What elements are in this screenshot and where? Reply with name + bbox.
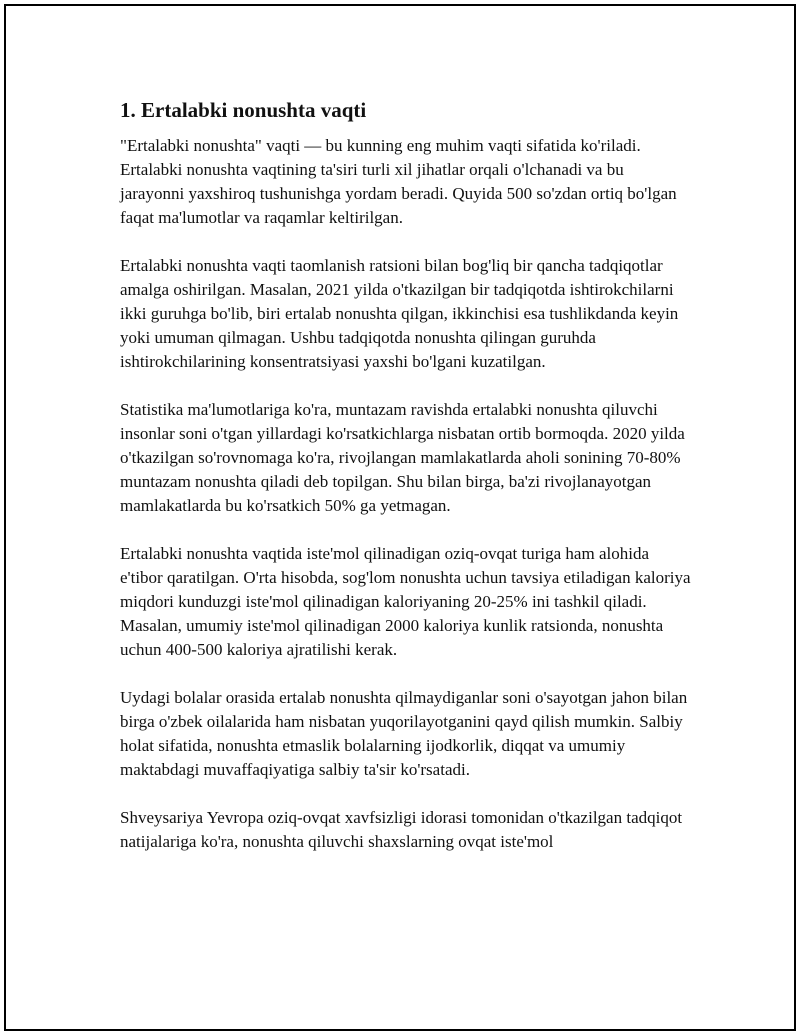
paragraph-3: Statistika ma'lumotlariga ko'ra, muntazam ravishda ertalabki nonushta qiluvchi insonlar soni o'tgan yillardagi ko'rsatkichlarga nisbatan ortib bormoqda. 2020 yilda o'tkazilgan so'rovnomaga ko'ra, rivojlangan mamlakatlarda aholi sonining 70-80% muntazam nonushta qiladi deb topilgan. Shu bilan birga, ba'zi rivojlanayotgan mamlakatlarda bu ko'rsatkich 50% ga yetmagan. bbox=[120, 400, 685, 515]
paragraph-5: Uydagi bolalar orasida ertalab nonushta qilmaydiganlar soni o'sayotgan jahon bilan birga o'zbek oilalarida ham nisbatan yuqorilayotganini qayd qilish mumkin. Salbiy holat sifatida, nonushta etmaslik bolalarning ijodkorlik, diqqat va umumiy maktabdagi muvaffaqiyatiga salbiy ta'sir ko'rsatadi. bbox=[120, 688, 688, 779]
section-heading: 1. Ertalabki nonushta vaqti bbox=[120, 98, 367, 122]
document-body bbox=[120, 96, 692, 878]
document-page bbox=[4, 4, 796, 1031]
paragraph-1: "Ertalabki nonushta" vaqti — bu kunning eng muhim vaqti sifatida ko'riladi. Ertalabki nonushta vaqtining ta'siri turli xil jihatlar orqali o'lchanadi va bu jarayonni yaxshiroq tushunishga yordam beradi. Quyida 500 so'zdan ortiq bo'lgan faqat ma'lumotlar va raqamlar keltirilgan. bbox=[120, 136, 677, 227]
paragraph-2: Ertalabki nonushta vaqti taomlanish ratsioni bilan bog'liq bir qancha tadqiqotlar amalga oshirilgan. Masalan, 2021 yilda o'tkazilgan bir tadqiqotda ishtirokchilarni ikki guruhga bo'lib, biri ertalab nonushta qilgan, ikkinchisi esa tushlikdanda keyin yoki umuman qilmagan. Ushbu tadqiqotda nonushta qilingan guruhda ishtirokchilarining konsentratsiyasi yaxshi bo'lgani kuzatilgan. bbox=[120, 256, 679, 371]
paragraph-4: Ertalabki nonushta vaqtida iste'mol qilinadigan oziq-ovqat turiga ham alohida e'tibor qaratilgan. O'rta hisobda, sog'lom nonushta uchun tavsiya etiladigan kaloriya miqdori kunduzgi iste'mol qilinadigan kaloriyaning 20-25% ini tashkil qiladi. Masalan, umumiy iste'mol qilinadigan 2000 kaloriya kunlik ratsionda, nonushta uchun 400-500 kaloriya ajratilishi kerak. bbox=[120, 544, 691, 659]
paragraph-6: Shveysariya Yevropa oziq-ovqat xavfsizligi idorasi tomonidan o'tkazilgan tadqiqot natijalariga ko'ra, nonushta qiluvchi shaxslarning ovqat iste'mol bbox=[120, 808, 683, 851]
